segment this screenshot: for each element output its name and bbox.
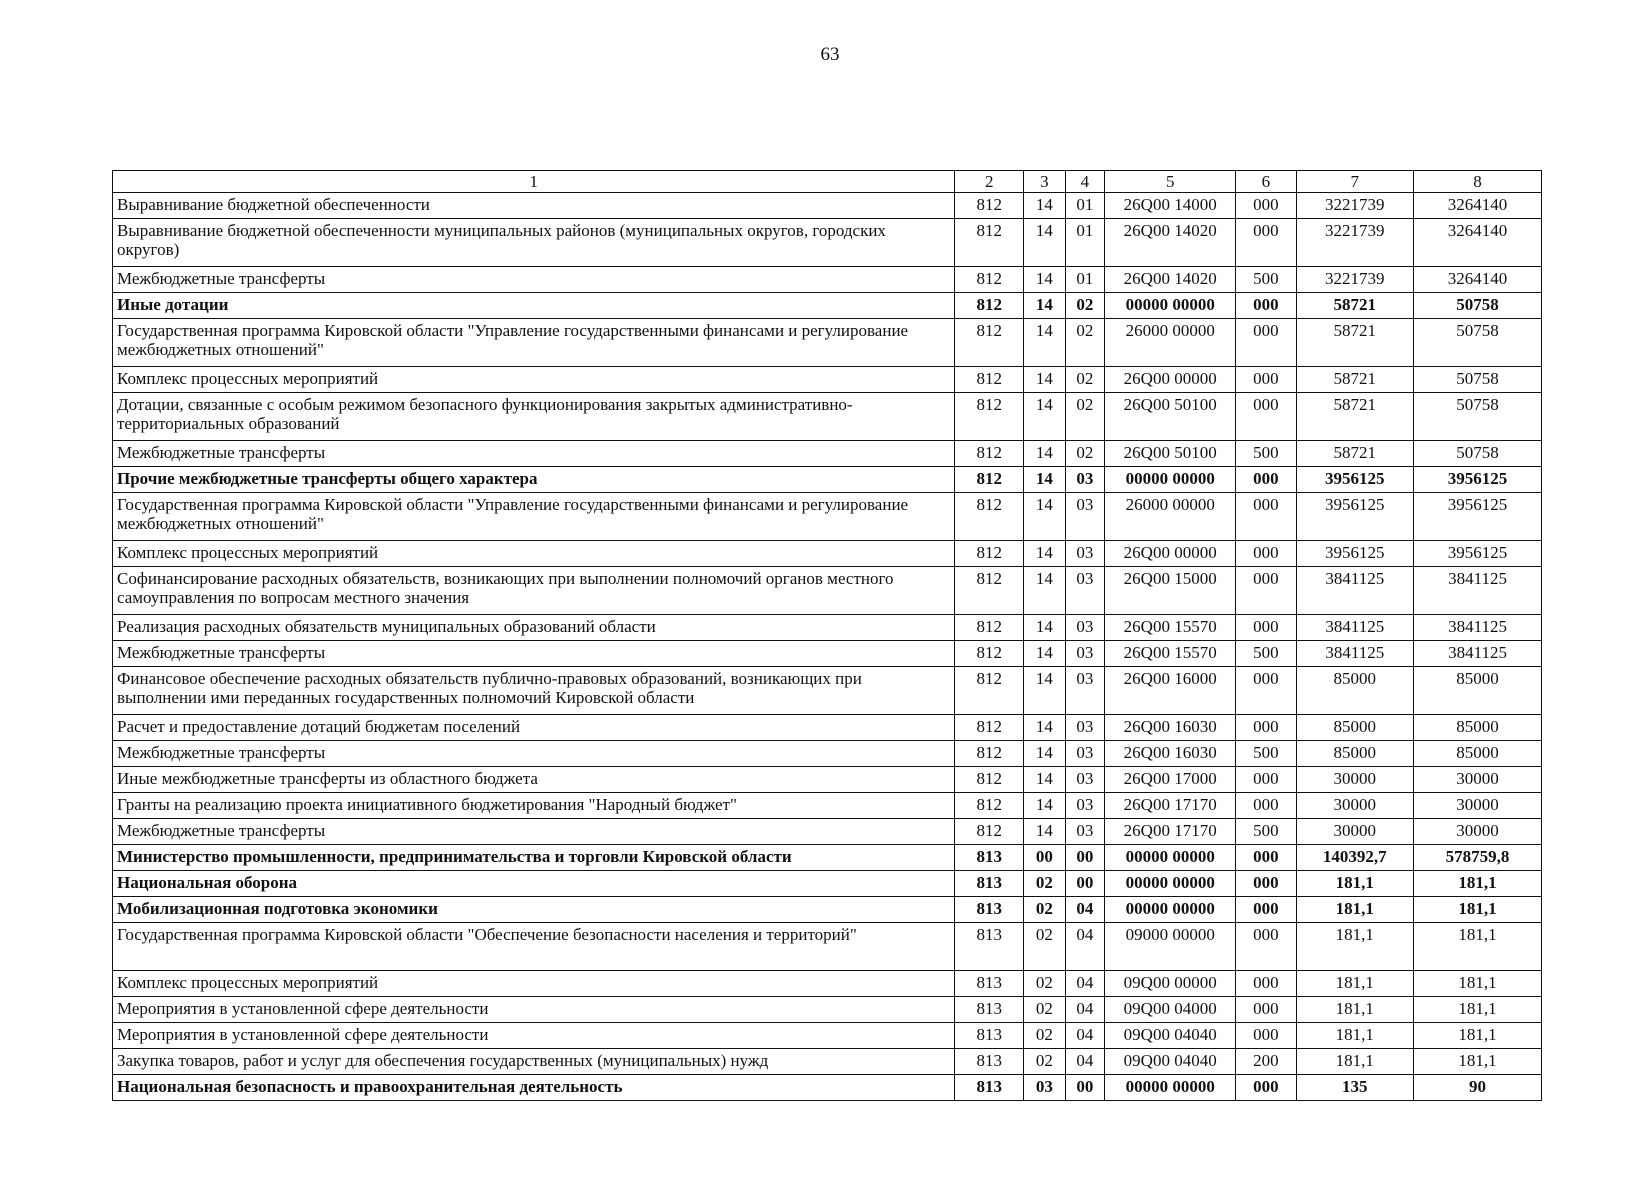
row-name-cell: Межбюджетные трансферты (113, 267, 955, 293)
row-value-year2: 181,1 (1414, 897, 1542, 923)
row-code-ministry: 812 (955, 715, 1024, 741)
row-value-year2: 85000 (1414, 667, 1542, 715)
row-code-target: 00000 00000 (1105, 293, 1236, 319)
row-code-section: 02 (1024, 971, 1066, 997)
table-row (113, 819, 1542, 845)
row-code-ministry: 812 (955, 393, 1024, 441)
row-code-ministry: 813 (955, 897, 1024, 923)
row-code-target: 09000 00000 (1105, 923, 1236, 971)
row-value-year2: 50758 (1414, 441, 1542, 467)
row-code-type: 000 (1236, 897, 1296, 923)
row-code-target: 26Q00 50100 (1105, 441, 1236, 467)
row-code-type: 000 (1236, 845, 1296, 871)
row-code-subsection: 04 (1065, 971, 1105, 997)
row-code-type: 000 (1236, 367, 1296, 393)
row-code-section: 14 (1024, 793, 1066, 819)
row-name-cell: Прочие межбюджетные трансферты общего характера (113, 467, 955, 493)
row-code-subsection: 03 (1065, 541, 1105, 567)
row-code-target: 26Q00 17170 (1105, 793, 1236, 819)
row-name-cell: Расчет и предоставление дотаций бюджетам поселений (113, 715, 955, 741)
row-value-year1: 140392,7 (1296, 845, 1414, 871)
row-code-target: 26Q00 00000 (1105, 367, 1236, 393)
header-cell: 8 (1414, 171, 1542, 193)
row-code-type: 500 (1236, 641, 1296, 667)
row-code-target: 26Q00 15570 (1105, 615, 1236, 641)
row-value-year1: 3221739 (1296, 267, 1414, 293)
row-name-cell: Мероприятия в установленной сфере деятельности (113, 997, 955, 1023)
row-code-ministry: 812 (955, 641, 1024, 667)
row-code-section: 14 (1024, 219, 1066, 267)
row-code-type: 000 (1236, 293, 1296, 319)
row-code-subsection: 03 (1065, 793, 1105, 819)
header-cell: 4 (1065, 171, 1105, 193)
row-code-section: 14 (1024, 567, 1066, 615)
row-code-section: 14 (1024, 367, 1066, 393)
row-code-type: 500 (1236, 267, 1296, 293)
row-code-ministry: 812 (955, 667, 1024, 715)
row-value-year2: 3264140 (1414, 267, 1542, 293)
table-row (113, 715, 1542, 741)
row-value-year1: 181,1 (1296, 897, 1414, 923)
table-row (113, 441, 1542, 467)
row-code-target: 26Q00 16030 (1105, 741, 1236, 767)
row-code-type: 500 (1236, 819, 1296, 845)
row-value-year1: 3841125 (1296, 567, 1414, 615)
row-code-subsection: 02 (1065, 319, 1105, 367)
row-code-target: 26Q00 14020 (1105, 267, 1236, 293)
row-code-ministry: 812 (955, 767, 1024, 793)
row-code-subsection: 03 (1065, 715, 1105, 741)
row-name-cell: Закупка товаров, работ и услуг для обеспечения государственных (муниципальных) нужд (113, 1049, 955, 1075)
row-value-year1: 30000 (1296, 767, 1414, 793)
row-code-subsection: 03 (1065, 467, 1105, 493)
row-code-target: 09Q00 04040 (1105, 1049, 1236, 1075)
table-row (113, 219, 1542, 267)
row-code-ministry: 812 (955, 793, 1024, 819)
row-name-cell: Софинансирование расходных обязательств, возникающих при выполнении полномочий органов местного самоуправления по вопросам местного значения (113, 567, 955, 615)
row-code-type: 000 (1236, 193, 1296, 219)
table-row (113, 293, 1542, 319)
row-name-cell: Дотации, связанные с особым режимом безопасного функционирования закрытых административно-территориальных образований (113, 393, 955, 441)
row-code-type: 000 (1236, 1075, 1296, 1101)
row-code-subsection: 03 (1065, 641, 1105, 667)
row-code-subsection: 04 (1065, 1023, 1105, 1049)
row-value-year1: 181,1 (1296, 971, 1414, 997)
row-code-subsection: 02 (1065, 441, 1105, 467)
header-cell: 3 (1024, 171, 1066, 193)
table-row (113, 641, 1542, 667)
row-code-type: 000 (1236, 715, 1296, 741)
row-code-subsection: 00 (1065, 845, 1105, 871)
row-code-ministry: 813 (955, 845, 1024, 871)
row-name-cell: Межбюджетные трансферты (113, 819, 955, 845)
row-code-section: 02 (1024, 923, 1066, 971)
row-value-year1: 3221739 (1296, 193, 1414, 219)
row-value-year2: 50758 (1414, 293, 1542, 319)
row-value-year1: 3221739 (1296, 219, 1414, 267)
row-code-subsection: 00 (1065, 871, 1105, 897)
row-name-cell: Межбюджетные трансферты (113, 741, 955, 767)
row-code-section: 14 (1024, 615, 1066, 641)
row-name-cell: Государственная программа Кировской области "Управление государственными финансами и регулирование межбюджетных отношений" (113, 493, 955, 541)
row-code-subsection: 02 (1065, 293, 1105, 319)
row-code-ministry: 813 (955, 1023, 1024, 1049)
row-code-subsection: 02 (1065, 367, 1105, 393)
row-code-ministry: 812 (955, 467, 1024, 493)
row-code-type: 000 (1236, 467, 1296, 493)
row-code-type: 000 (1236, 923, 1296, 971)
row-value-year1: 3956125 (1296, 493, 1414, 541)
row-code-section: 14 (1024, 741, 1066, 767)
row-code-target: 26000 00000 (1105, 493, 1236, 541)
table-row (113, 871, 1542, 897)
row-code-type: 200 (1236, 1049, 1296, 1075)
header-cell: 6 (1236, 171, 1296, 193)
row-code-ministry: 812 (955, 267, 1024, 293)
row-code-ministry: 813 (955, 923, 1024, 971)
row-value-year2: 3956125 (1414, 467, 1542, 493)
row-code-type: 000 (1236, 667, 1296, 715)
row-code-ministry: 812 (955, 219, 1024, 267)
row-value-year2: 3264140 (1414, 193, 1542, 219)
table-row (113, 1023, 1542, 1049)
row-value-year2: 30000 (1414, 793, 1542, 819)
row-code-type: 000 (1236, 793, 1296, 819)
row-code-ministry: 812 (955, 615, 1024, 641)
row-code-ministry: 812 (955, 741, 1024, 767)
row-code-target: 09Q00 04040 (1105, 1023, 1236, 1049)
row-code-subsection: 03 (1065, 741, 1105, 767)
row-code-type: 000 (1236, 219, 1296, 267)
table-row (113, 567, 1542, 615)
row-value-year2: 181,1 (1414, 1023, 1542, 1049)
row-value-year2: 3841125 (1414, 567, 1542, 615)
row-code-ministry: 812 (955, 493, 1024, 541)
row-code-ministry: 812 (955, 567, 1024, 615)
header-cell: 5 (1105, 171, 1236, 193)
row-code-type: 000 (1236, 1023, 1296, 1049)
row-value-year1: 85000 (1296, 741, 1414, 767)
row-code-ministry: 812 (955, 193, 1024, 219)
row-code-ministry: 813 (955, 1049, 1024, 1075)
row-code-section: 02 (1024, 1049, 1066, 1075)
row-value-year1: 181,1 (1296, 1023, 1414, 1049)
row-name-cell: Национальная оборона (113, 871, 955, 897)
row-code-subsection: 04 (1065, 897, 1105, 923)
row-value-year1: 3841125 (1296, 615, 1414, 641)
row-code-section: 14 (1024, 767, 1066, 793)
row-code-target: 26Q00 14020 (1105, 219, 1236, 267)
row-value-year1: 58721 (1296, 319, 1414, 367)
row-code-type: 500 (1236, 441, 1296, 467)
row-code-type: 000 (1236, 871, 1296, 897)
row-code-subsection: 04 (1065, 997, 1105, 1023)
row-code-type: 000 (1236, 615, 1296, 641)
row-code-section: 02 (1024, 997, 1066, 1023)
row-name-cell: Выравнивание бюджетной обеспеченности муниципальных районов (муниципальных округов, городских округов) (113, 219, 955, 267)
row-code-target: 09Q00 04000 (1105, 997, 1236, 1023)
row-code-section: 14 (1024, 441, 1066, 467)
row-code-section: 14 (1024, 493, 1066, 541)
row-code-section: 14 (1024, 715, 1066, 741)
row-code-target: 00000 00000 (1105, 871, 1236, 897)
row-code-subsection: 01 (1065, 267, 1105, 293)
row-value-year2: 181,1 (1414, 997, 1542, 1023)
table-row (113, 667, 1542, 715)
row-code-type: 000 (1236, 493, 1296, 541)
row-code-section: 14 (1024, 393, 1066, 441)
row-code-section: 14 (1024, 193, 1066, 219)
row-value-year1: 181,1 (1296, 923, 1414, 971)
row-value-year1: 181,1 (1296, 871, 1414, 897)
row-value-year1: 85000 (1296, 667, 1414, 715)
table-header-row (113, 171, 1542, 193)
row-name-cell: Выравнивание бюджетной обеспеченности (113, 193, 955, 219)
row-code-section: 14 (1024, 293, 1066, 319)
row-code-subsection: 04 (1065, 923, 1105, 971)
table-row (113, 267, 1542, 293)
row-name-cell: Комплекс процессных мероприятий (113, 541, 955, 567)
row-code-subsection: 00 (1065, 1075, 1105, 1101)
row-code-subsection: 03 (1065, 667, 1105, 715)
row-name-cell: Иные дотации (113, 293, 955, 319)
row-value-year1: 181,1 (1296, 1049, 1414, 1075)
row-code-ministry: 812 (955, 367, 1024, 393)
row-code-section: 03 (1024, 1075, 1066, 1101)
row-value-year2: 30000 (1414, 767, 1542, 793)
row-code-ministry: 813 (955, 997, 1024, 1023)
row-name-cell: Иные межбюджетные трансферты из областного бюджета (113, 767, 955, 793)
table-row (113, 1075, 1542, 1101)
row-code-target: 00000 00000 (1105, 897, 1236, 923)
row-value-year1: 3841125 (1296, 641, 1414, 667)
row-value-year1: 3956125 (1296, 541, 1414, 567)
row-code-ministry: 812 (955, 293, 1024, 319)
table-row (113, 897, 1542, 923)
table-row (113, 493, 1542, 541)
row-value-year2: 3956125 (1414, 493, 1542, 541)
row-code-section: 14 (1024, 667, 1066, 715)
row-code-target: 26Q00 17000 (1105, 767, 1236, 793)
row-value-year2: 90 (1414, 1075, 1542, 1101)
row-value-year1: 58721 (1296, 293, 1414, 319)
row-code-section: 00 (1024, 845, 1066, 871)
table-row (113, 971, 1542, 997)
row-code-section: 14 (1024, 267, 1066, 293)
row-value-year2: 50758 (1414, 393, 1542, 441)
row-code-ministry: 812 (955, 541, 1024, 567)
row-value-year2: 181,1 (1414, 971, 1542, 997)
table-row (113, 767, 1542, 793)
row-code-section: 14 (1024, 541, 1066, 567)
row-value-year2: 181,1 (1414, 923, 1542, 971)
row-name-cell: Межбюджетные трансферты (113, 641, 955, 667)
row-code-ministry: 813 (955, 1075, 1024, 1101)
row-code-target: 09Q00 00000 (1105, 971, 1236, 997)
row-code-section: 14 (1024, 819, 1066, 845)
row-code-target: 26Q00 14000 (1105, 193, 1236, 219)
row-code-subsection: 02 (1065, 393, 1105, 441)
row-name-cell: Гранты на реализацию проекта инициативного бюджетирования "Народный бюджет" (113, 793, 955, 819)
row-code-section: 14 (1024, 319, 1066, 367)
table-row (113, 1049, 1542, 1075)
row-value-year2: 181,1 (1414, 1049, 1542, 1075)
row-code-type: 000 (1236, 319, 1296, 367)
row-name-cell: Финансовое обеспечение расходных обязательств публично-правовых образований, возникающих при выполнении ими переданных государственных полномочий Кировской области (113, 667, 955, 715)
row-code-subsection: 03 (1065, 567, 1105, 615)
table-row (113, 923, 1542, 971)
row-value-year2: 50758 (1414, 367, 1542, 393)
header-cell: 1 (113, 171, 955, 193)
table-row (113, 467, 1542, 493)
row-code-target: 26000 00000 (1105, 319, 1236, 367)
row-code-type: 000 (1236, 767, 1296, 793)
row-name-cell: Государственная программа Кировской области "Обеспечение безопасности населения и территорий" (113, 923, 955, 971)
row-value-year1: 58721 (1296, 441, 1414, 467)
table-row (113, 997, 1542, 1023)
table-row (113, 367, 1542, 393)
row-name-cell: Межбюджетные трансферты (113, 441, 955, 467)
row-value-year1: 85000 (1296, 715, 1414, 741)
header-cell: 7 (1296, 171, 1414, 193)
row-name-cell: Мероприятия в установленной сфере деятельности (113, 1023, 955, 1049)
table-row (113, 845, 1542, 871)
table-row (113, 741, 1542, 767)
row-code-section: 02 (1024, 1023, 1066, 1049)
row-code-subsection: 03 (1065, 615, 1105, 641)
row-code-subsection: 01 (1065, 219, 1105, 267)
row-value-year2: 85000 (1414, 715, 1542, 741)
row-value-year2: 3956125 (1414, 541, 1542, 567)
row-name-cell: Национальная безопасность и правоохранительная деятельность (113, 1075, 955, 1101)
row-name-cell: Реализация расходных обязательств муниципальных образований области (113, 615, 955, 641)
page-number: 63 (820, 44, 840, 65)
row-value-year2: 30000 (1414, 819, 1542, 845)
row-code-subsection: 04 (1065, 1049, 1105, 1075)
row-code-type: 000 (1236, 541, 1296, 567)
row-code-target: 26Q00 16030 (1105, 715, 1236, 741)
row-code-section: 02 (1024, 897, 1066, 923)
row-code-section: 14 (1024, 641, 1066, 667)
table-row (113, 193, 1542, 219)
row-value-year2: 3841125 (1414, 615, 1542, 641)
row-code-section: 14 (1024, 467, 1066, 493)
row-value-year2: 3841125 (1414, 641, 1542, 667)
row-code-subsection: 03 (1065, 767, 1105, 793)
row-value-year2: 85000 (1414, 741, 1542, 767)
row-value-year2: 578759,8 (1414, 845, 1542, 871)
row-code-target: 26Q00 17170 (1105, 819, 1236, 845)
row-value-year1: 30000 (1296, 793, 1414, 819)
row-value-year1: 58721 (1296, 393, 1414, 441)
table-row (113, 319, 1542, 367)
row-name-cell: Государственная программа Кировской области "Управление государственными финансами и регулирование межбюджетных отношений" (113, 319, 955, 367)
table-row (113, 393, 1542, 441)
row-code-subsection: 03 (1065, 819, 1105, 845)
row-code-target: 26Q00 15570 (1105, 641, 1236, 667)
row-code-ministry: 813 (955, 871, 1024, 897)
row-code-ministry: 813 (955, 971, 1024, 997)
row-code-target: 00000 00000 (1105, 845, 1236, 871)
row-value-year2: 50758 (1414, 319, 1542, 367)
row-code-ministry: 812 (955, 441, 1024, 467)
row-value-year1: 181,1 (1296, 997, 1414, 1023)
budget-table (112, 170, 1542, 1101)
row-code-target: 26Q00 00000 (1105, 541, 1236, 567)
row-value-year1: 30000 (1296, 819, 1414, 845)
row-code-ministry: 812 (955, 819, 1024, 845)
table-row (113, 615, 1542, 641)
row-value-year1: 135 (1296, 1075, 1414, 1101)
table-row (113, 793, 1542, 819)
row-code-subsection: 01 (1065, 193, 1105, 219)
row-code-section: 02 (1024, 871, 1066, 897)
row-value-year1: 58721 (1296, 367, 1414, 393)
row-code-target: 26Q00 16000 (1105, 667, 1236, 715)
row-value-year1: 3956125 (1296, 467, 1414, 493)
row-value-year2: 3264140 (1414, 219, 1542, 267)
row-code-target: 26Q00 15000 (1105, 567, 1236, 615)
row-name-cell: Министерство промышленности, предпринимательства и торговли Кировской области (113, 845, 955, 871)
row-code-subsection: 03 (1065, 493, 1105, 541)
row-code-type: 500 (1236, 741, 1296, 767)
row-code-target: 00000 00000 (1105, 1075, 1236, 1101)
row-code-type: 000 (1236, 393, 1296, 441)
row-code-type: 000 (1236, 971, 1296, 997)
table-row (113, 541, 1542, 567)
row-name-cell: Мобилизационная подготовка экономики (113, 897, 955, 923)
header-cell: 2 (955, 171, 1024, 193)
row-code-type: 000 (1236, 567, 1296, 615)
row-value-year2: 181,1 (1414, 871, 1542, 897)
row-code-target: 00000 00000 (1105, 467, 1236, 493)
row-code-type: 000 (1236, 997, 1296, 1023)
row-code-target: 26Q00 50100 (1105, 393, 1236, 441)
row-name-cell: Комплекс процессных мероприятий (113, 971, 955, 997)
row-code-ministry: 812 (955, 319, 1024, 367)
row-name-cell: Комплекс процессных мероприятий (113, 367, 955, 393)
